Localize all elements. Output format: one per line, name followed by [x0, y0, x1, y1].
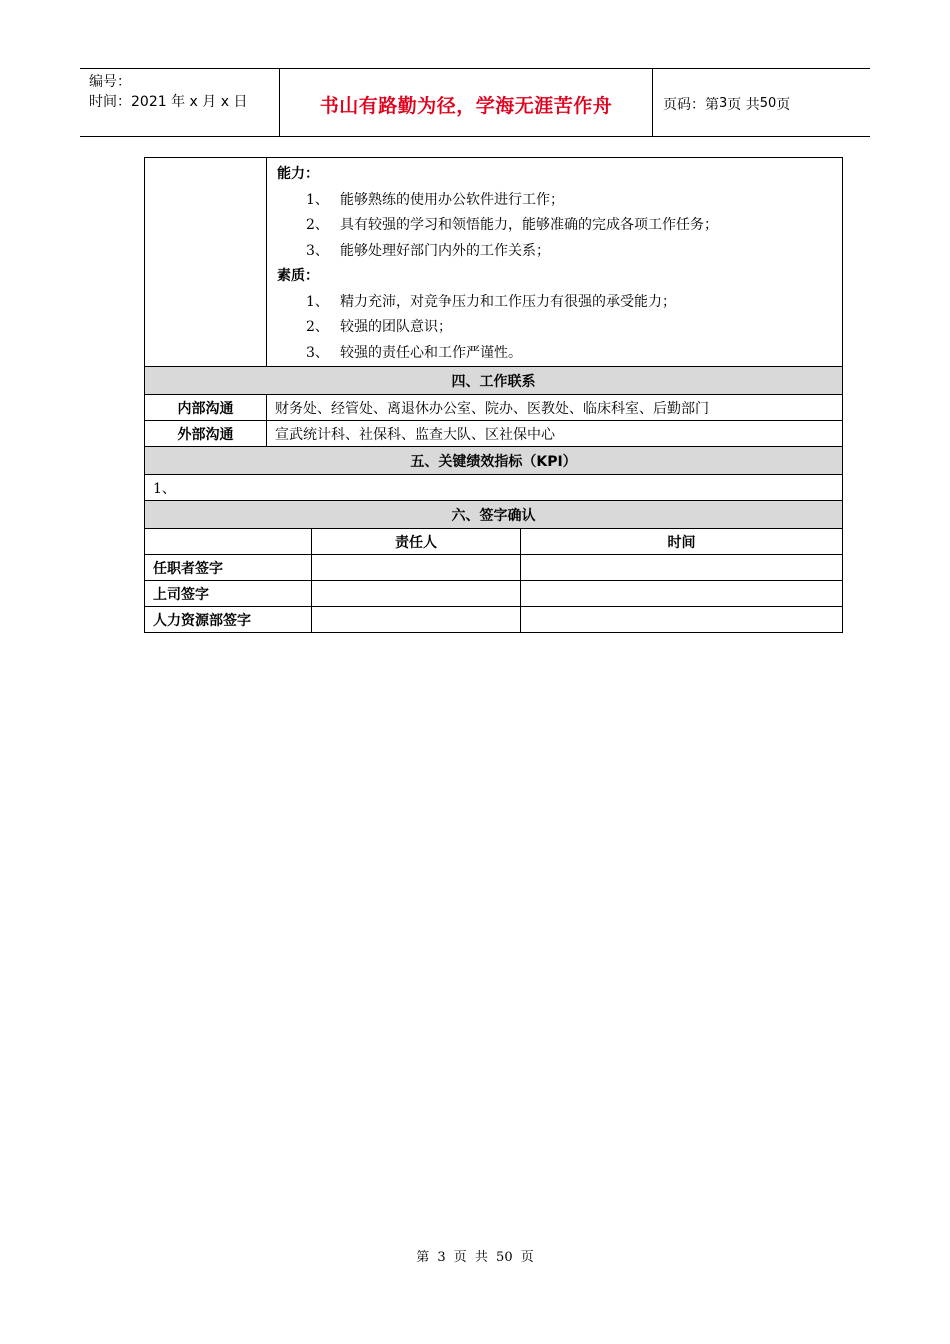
signature-time-field[interactable] — [521, 607, 843, 633]
kpi-item: 1、 — [145, 475, 843, 501]
ability-item: 3、 能够处理好部门内外的工作关系； — [306, 242, 550, 259]
signature-row — [145, 581, 843, 607]
signature-person-field[interactable] — [312, 607, 521, 633]
kpi-section-title: 五、关键绩效指标（KPI） — [145, 447, 843, 475]
abilities-label-cell — [145, 158, 267, 367]
abilities-row — [145, 158, 843, 367]
header-meta — [80, 69, 280, 136]
quality-item: 2、 较强的团队意识； — [306, 319, 452, 335]
page-mid: 页 共 — [727, 96, 760, 113]
signature-row-label: 上司签字 — [145, 581, 312, 607]
signature-section-title: 六、签字确认 — [145, 501, 843, 529]
signature-row-label: 任职者签字 — [145, 555, 312, 581]
page-header — [80, 68, 870, 137]
signature-person-field[interactable] — [312, 555, 521, 581]
signature-time-field[interactable] — [521, 555, 843, 581]
signature-time-field[interactable] — [521, 581, 843, 607]
contact-section-title: 四、工作联系 — [145, 367, 843, 395]
signature-row — [145, 555, 843, 581]
document-number-label: 编号： — [89, 74, 131, 90]
header-page-indicator — [653, 69, 870, 136]
header-motto: 书山有路勤为径，学海无涯苦作舟 — [280, 69, 653, 136]
abilities-cell — [267, 158, 843, 367]
internal-contact-label: 内部沟通 — [145, 395, 267, 421]
signature-row — [145, 607, 843, 633]
quality-title: 素质： — [277, 268, 319, 284]
ability-item: 2、 具有较强的学习和领悟能力，能够准确的完成各项工作任务； — [306, 217, 718, 233]
ability-title: 能力： — [277, 166, 319, 182]
quality-item: 3、 较强的责任心和工作严谨性。 — [306, 344, 522, 361]
signature-col-time: 时间 — [521, 529, 843, 555]
document-time-label: 时间：2021 年 x 月 x 日 — [89, 94, 248, 110]
external-contact-label: 外部沟通 — [145, 421, 267, 447]
job-description-table — [144, 157, 843, 633]
page-total: 50 — [759, 96, 777, 111]
internal-contact-value: 财务处、经管处、离退休办公室、院办、医教处、临床科室、后勤部门 — [267, 395, 843, 421]
signature-row-label: 人力资源部签字 — [145, 607, 312, 633]
ability-item: 1、 能够熟练的使用办公软件进行工作； — [306, 191, 564, 208]
page-footer: 第 3 页 共 50 页 — [416, 1250, 534, 1265]
external-contact-value: 宣武统计科、社保科、监查大队、区社保中心 — [267, 421, 843, 447]
page-suffix: 页 — [776, 96, 791, 113]
signature-col-person: 责任人 — [312, 529, 521, 555]
signature-person-field[interactable] — [312, 581, 521, 607]
page-prefix: 页码：第 — [663, 96, 719, 113]
page-current: 3 — [719, 96, 728, 111]
signature-header-blank — [145, 529, 312, 555]
quality-item: 1、 精力充沛，对竞争压力和工作压力有很强的承受能力； — [306, 293, 676, 310]
